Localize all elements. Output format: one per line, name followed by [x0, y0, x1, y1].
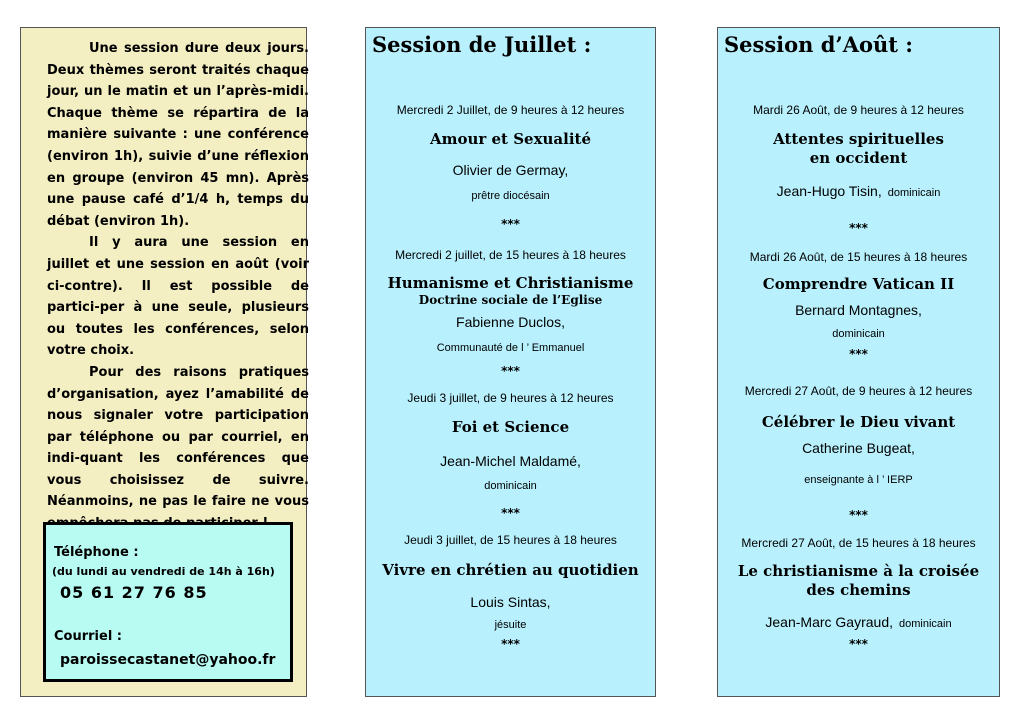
juillet-s3-speaker: Jean-Michel Maldamé,	[440, 453, 581, 469]
intro-paragraph-1: Une session dure deux jours. Deux thèmes seront traités chaque jour, un le matin et un l’après-midi. Chaque thème se répartira de la manière suivante : une conférence (environ 1h), suivie d’une réflexion en groupe (environ 45 mn). Après une pause café d’1/4 h, temps du débat (environ 1h).	[47, 41, 309, 229]
juillet-s2-subtopic: Doctrine sociale de l’Eglise	[418, 293, 603, 307]
aout-s3-date: Mercredi 27 Août, de 9 heures à 12 heures	[744, 384, 973, 398]
aout-s4-separator: ***	[849, 637, 868, 651]
aout-s1-speaker-line	[718, 183, 999, 199]
aout-s4-role: dominicain	[899, 618, 952, 630]
intro-paragraph-3: Pour des raisons pratiques d’organisation, ayez l’amabilité de nous signaler votre participation par téléphone ou par courriel, en indi-quant les conférences que vous choisissez de suivre. Néanmoins, ne pas le faire ne vous	[47, 364, 309, 510]
session-juillet-column	[365, 27, 656, 697]
juillet-s1-date: Mercredi 2 Juillet, de 9 heures à 12 heures	[396, 103, 625, 117]
juillet-s2-topic: Humanisme et Christianisme	[387, 274, 634, 292]
phone-hours: (du lundi au vendredi de 14h à 16h)	[52, 565, 275, 578]
intro-panel	[20, 27, 307, 697]
juillet-s2-speaker: Fabienne Duclos,	[456, 314, 565, 330]
juillet-s2-separator: ***	[501, 364, 520, 378]
aout-s4-topic-line1: Le christianisme à la croisée	[737, 562, 980, 580]
aout-s4-date: Mercredi 27 Août, de 15 heures à 18 heures	[741, 536, 976, 550]
aout-s3-speaker: Catherine Bugeat,	[802, 440, 915, 456]
juillet-s3-separator: ***	[501, 506, 520, 520]
aout-s2-role: dominicain	[832, 328, 885, 340]
aout-title: Session d’Août :	[724, 32, 914, 57]
aout-s1-role: dominicain	[887, 187, 941, 199]
juillet-s4-speaker: Louis Sintas,	[470, 594, 551, 610]
aout-s1-speaker: Jean-Hugo Tisin,	[776, 183, 882, 199]
aout-s2-speaker: Bernard Montagnes,	[795, 302, 922, 318]
juillet-s4-role: jésuite	[494, 619, 527, 631]
juillet-s4-date: Jeudi 3 juillet, de 15 heures à 18 heures	[404, 533, 617, 547]
email-address: paroissecastanet@yahoo.fr	[60, 652, 276, 668]
intro-text	[47, 38, 309, 535]
aout-s4-speaker: Jean-Marc Gayraud,	[765, 614, 893, 630]
intro-paragraph-2: Il y aura une session en juillet et une session en août (voir ci-contre). Il est possible de partici-per à une seule, plusieurs ou toutes les conférences, selon votre choix.	[47, 235, 309, 359]
juillet-s4-separator: ***	[501, 637, 520, 651]
aout-s3-role: enseignante à l ’ IERP	[804, 474, 913, 486]
email-label: Courriel :	[54, 629, 123, 644]
juillet-s1-speaker: Olivier de Germay,	[452, 162, 569, 178]
aout-s1-separator: ***	[849, 221, 868, 235]
juillet-s4-topic: Vivre en chrétien au quotidien	[382, 561, 639, 579]
aout-s1-date: Mardi 26 Août, de 9 heures à 12 heures	[753, 103, 964, 117]
aout-s1-topic-line1: Attentes spirituelles	[773, 130, 944, 148]
aout-s2-topic: Comprendre Vatican II	[762, 275, 955, 293]
aout-s1-topic-line2: en occident	[809, 149, 908, 167]
contact-box	[43, 522, 293, 682]
juillet-s3-date: Jeudi 3 juillet, de 9 heures à 12 heures	[407, 391, 614, 405]
juillet-s2-date: Mercredi 2 juillet, de 15 heures à 18 heures	[395, 248, 626, 262]
aout-s4-speaker-line	[718, 614, 999, 630]
session-aout-column	[717, 27, 1000, 697]
aout-s2-date: Mardi 26 Août, de 15 heures à 18 heures	[749, 250, 968, 264]
aout-s4-topic-line2: des chemins	[806, 581, 911, 599]
phone-label: Téléphone :	[54, 545, 139, 560]
juillet-s1-topic: Amour et Sexualité	[429, 130, 592, 148]
aout-s3-separator: ***	[849, 508, 868, 522]
juillet-s3-role: dominicain	[484, 480, 537, 492]
juillet-s1-role: prêtre diocésain	[471, 190, 550, 202]
phone-number: 05 61 27 76 85	[60, 583, 208, 602]
juillet-s3-topic: Foi et Science	[451, 418, 570, 436]
juillet-title: Session de Juillet :	[372, 32, 592, 57]
juillet-s2-role: Communauté de l ’ Emmanuel	[436, 342, 585, 354]
aout-s3-topic: Célébrer le Dieu vivant	[761, 413, 956, 431]
juillet-s1-separator: ***	[501, 217, 520, 231]
aout-s2-separator: ***	[849, 347, 868, 361]
